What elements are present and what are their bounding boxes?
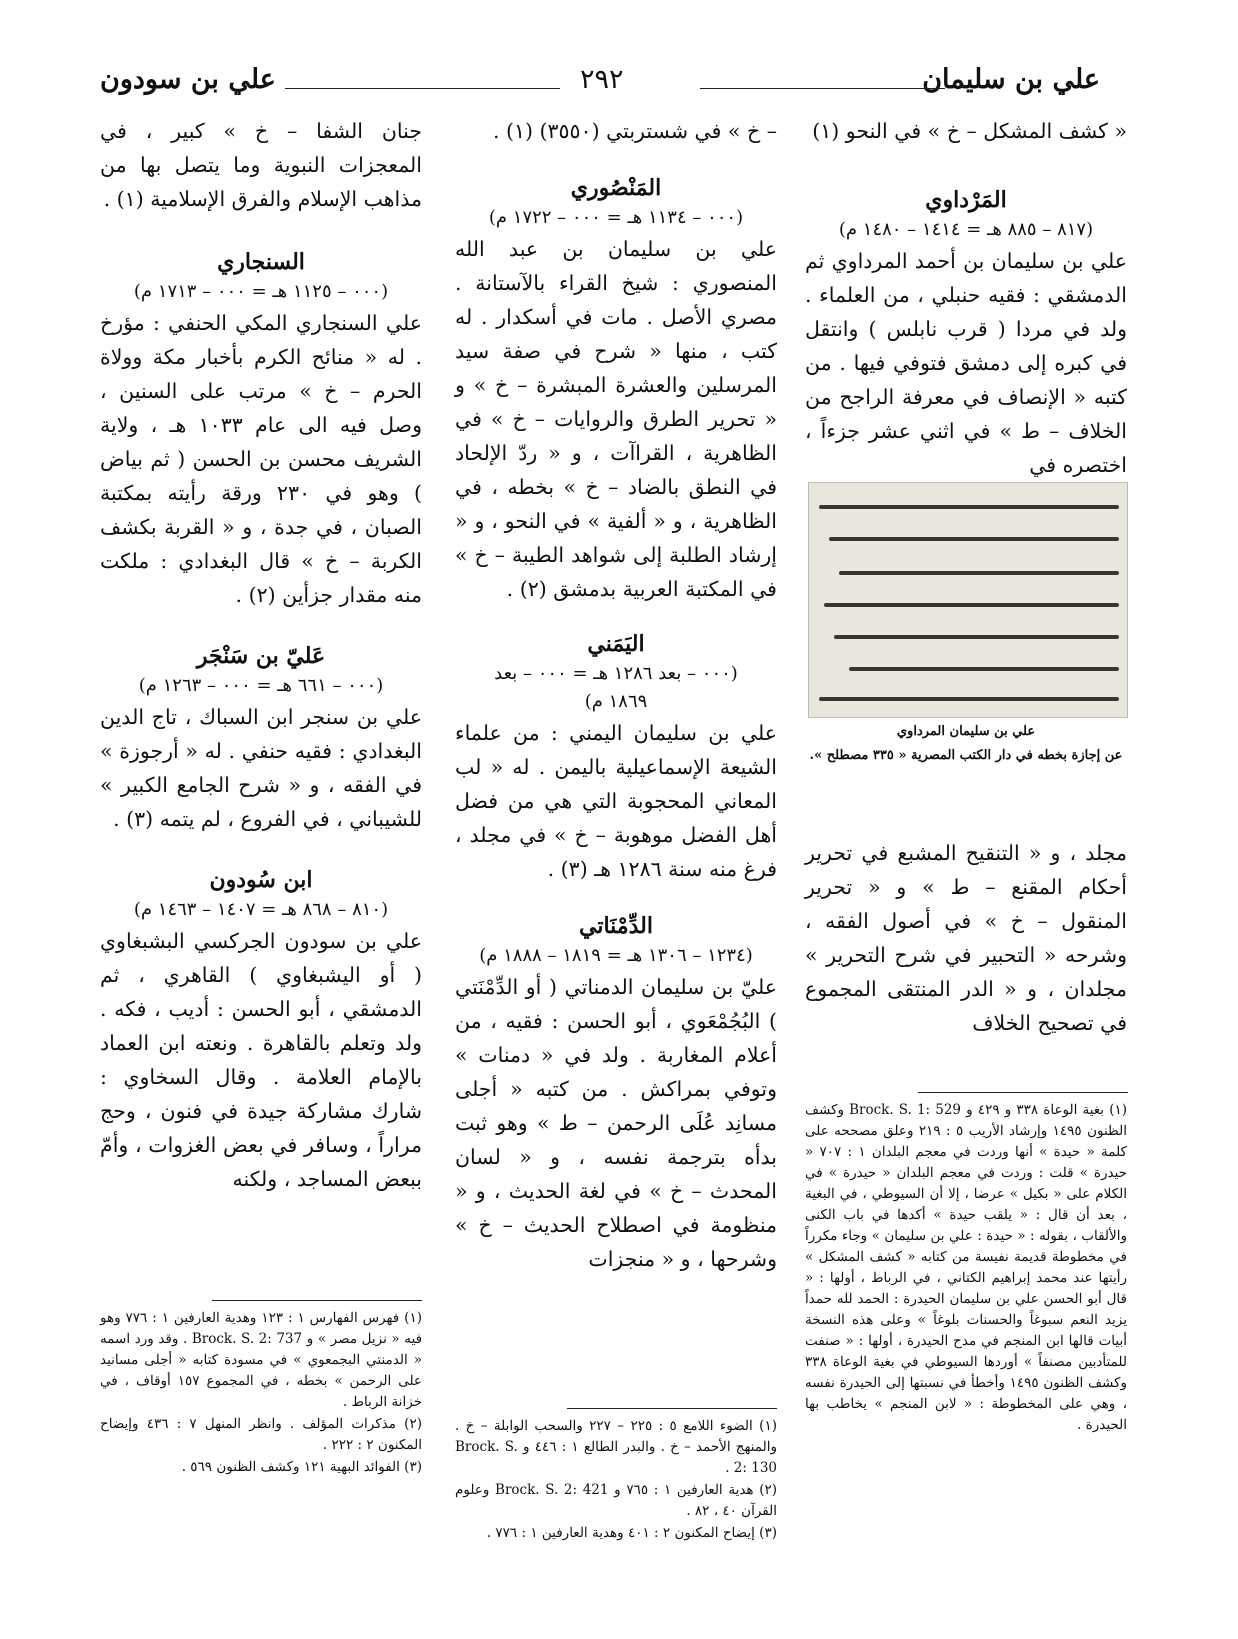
footnote-3: (٣) إيضاح المكنون ٢ : ٤٠١ وهدية العارفين ١ : ٧٧٦ . [486, 1525, 777, 1541]
footnote-1: (١) فهرس الفهارس ١ : ١٢٣ وهدية العارفين ١ : ٧٧٦ وهو فيه « نزيل مصر » و Brock. S. 2: 737 . وقد ورد اسمه « الدمنتي البجمعوي » في مسودة كتابه « أجلى مسانيد على الرحمن » بخطه ، في المجموع ١٥٧ أوقاف ، في خزانة الرباط . [100, 1310, 423, 1410]
entry-text: جنان الشفا – خ » كبير ، في المعجزات النبوية وما يتصل بها من مذاهب الإسلام والفرق الإسلامية (١) . [100, 119, 422, 211]
entry-dates: (٠٠٠ – ٦٦١ هـ = ٠٠٠ – ١٢٦٣ م) [138, 675, 384, 696]
entry-heading: المَنْصُوري [570, 175, 662, 201]
entry-heading: السنجاري [217, 249, 305, 275]
entry-text-continued: مجلد ، و « التنقيح المشبع في تحرير أحكام المقنع – ط » و « تحرير المنقول – خ » في أصول الفقه ، وشرحه « التحبير في شرح التحرير » مجلدان ، و « الدر المنتقى المجموع في تصحيح الخلاف [805, 841, 1127, 1035]
footnotes-left [100, 1308, 422, 1479]
entry-heading: الدِّمْنَاتي [579, 913, 653, 939]
image-source-caption: عن إجازة بخطه في دار الكتب المصرية « ٣٣٥ مصطلح ». [809, 748, 1123, 763]
entry-heading: ابن سُودون [209, 867, 313, 893]
header-right-title: علي بن سليمان [922, 64, 1100, 95]
entry-dates: (٨١٧ – ٨٨٥ هـ = ١٤١٤ – ١٤٨٠ م) [838, 219, 1094, 240]
footnote-1: (١) بغية الوعاة ٣٣٨ و ٤٢٩ و Brock. S. 1: 529 وكشف الظنون ١٤٩٥ وإرشاد الأريب ٥ : ٢١٩ وعلق مصححه على كلمة « حيدة » أنها وردت في معجم البلدان ١ : ٧٠٧ « حيدرة » قلت : وردت في معجم البلدان « حيدرة » في الكلام على « بكيل » عرضا ، إلا أن السيوطي ، في البغية ، بعد أن قال : « يلقب حيدة » أكدها في باب الكنى والألقاب ، بقوله : « حيدة : علي بن سليمان » وجاء مكرراً في مخطوطة قديمة نفيسة من كتابه « كشف المشكل » رأيتها عند محمد إبراهيم الكتاني ، في الرباط ، أولها : « قال أبو الحسن علي بن سليمان الحيدرة : الحمد لله حمداً يزيد النعم سبوغاً والحسنات بلوغاً » وعلى هذه النسخة أبيات قالها ابن المنجم في مدح الحيدرة ، أولها : « صنفت للمتأدبين مصنفاً » أوردها السيوطي في بغية الوعاة ٣٣٨ وكشف الظنون ١٤٩٥ وأخطأ في نسبتها إلى الحيدرة نفسه ، وهي على المخطوطة : « لابن المنجم » يخاطب بها الحيدرة . [805, 1102, 1128, 1433]
entry-heading: المَرْداوي [925, 187, 1007, 213]
entry-text: علي السنجاري المكي الحنفي : مؤرخ . له « منائح الكرم بأخبار مكة وولاة الحرم – خ » مرتب على السنين ، وصل فيه الى عام ١٠٣٣ هـ ، ولاية الشريف محسن بن الحسن ( ثم بياض ) وهو في ٢٣٠ ورقة رأيته بمكتبة الصبان ، في جدة ، و « القربة بكشف الكربة – خ » قال البغدادي : ملكت منه مقدار جزأين (٢) . [100, 311, 423, 607]
column-middle [455, 114, 777, 1276]
column-right [805, 114, 1127, 482]
entry-text: علي بن سليمان بن عبد الله المنصوري : شيخ القراء بالآستانة . مصري الأصل . مات في أسكدار . له كتب ، منها « شرح في صفة سيد المرسلين والعشرة المبشرة – خ » و « تحرير الطرق والروايات – خ » في الظاهرية ، القراآت ، و « ردّ الإلحاد في النطق بالضاد – خ » بخطه ، في الظاهرية ، و « ألفية » في النحو ، و « إرشاد الطلبة إلى شواهد الطيبة – خ » في المكتبة العربية بدمشق (٢) . [455, 237, 777, 601]
header-rule-right [700, 88, 945, 89]
entry-heading: اليَمَني [587, 631, 645, 657]
entry-dates: (٨١٠ – ٨٦٨ هـ = ١٤٠٧ – ١٤٦٣ م) [133, 899, 389, 920]
header-left-title: علي بن سودون [100, 64, 276, 95]
footnote-2: (٢) هدية العارفين ١ : ٧٦٥ و Brock. S. 2: 421 وعلوم القرآن ٤٠ ، ٨٢ . [455, 1482, 778, 1519]
footnote-3: (٣) الفوائد البهية ١٢١ وكشف الظنون ٥٦٩ . [181, 1459, 422, 1475]
footnote-rule [212, 1300, 422, 1301]
entry-text: عليّ بن سليمان الدمناتي ( أو الدِّمْنَتي ) البُجُمْعَوي ، أبو الحسن : فقيه ، من أعلام المغاربة . ولد في « دمنات » وتوفي بمراكش . من كتبه « أجلى مسانِد عُلَى الرحمن – ط » وهو ثبت بدأه بترجمة نفسه ، و « لسان المحدث – خ » في لغة الحديث ، و « منظومة في اصطلاح الحديث – خ » وشرحها ، و « منجزات [455, 975, 777, 1271]
footnotes-middle [455, 1416, 777, 1545]
header-rule-left [285, 88, 560, 89]
page-number: ٢٩٢ [580, 64, 624, 95]
entry-text: علي بن سليمان بن أحمد المرداوي ثم الدمشقي : فقيه حنبلي ، من العلماء . ولد في مردا ( قرب نابلس ) وانتقل في كبره إلى دمشق فتوفي فيها . من كتبه « الإنصاف في معرفة الراجح من الخلاف – ط » في اثني عشر جزءاً ، اختصره في [805, 249, 1127, 477]
entry-dates: (٠٠٠ – ١١٢٥ هـ = ٠٠٠ – ١٧١٣ م) [133, 281, 389, 302]
footnote-rule [918, 1092, 1128, 1093]
continuation-line: « كشف المشكل – خ » في النحو (١) [812, 119, 1127, 143]
entry-dates: (٠٠٠ – ١١٣٤ هـ = ٠٠٠ – ١٧٢٢ م) [488, 207, 744, 228]
column-right-continued [805, 836, 1127, 1040]
entry-dates: (١٢٣٤ – ١٣٠٦ هـ = ١٨١٩ – ١٨٨٨ م) [479, 945, 753, 966]
entry-dates: (٠٠٠ – بعد ١٢٨٦ هـ = ٠٠٠ – بعد [494, 663, 738, 684]
manuscript-image [808, 482, 1128, 718]
entry-heading: عَليّ بن سَنْجَر [196, 643, 326, 669]
entry-text: علي بن سودون الجركسي البشبغاوي ( أو اليشبغاوي ) القاهري ، ثم الدمشقي ، أبو الحسن : أديب ، فكه . ولد وتعلم بالقاهرة . ونعته ابن العماد بالإمام العلامة . وقال السخاوي : شارك مشاركة جيدة في فنون ، وحج مراراً ، وسافر في بعض الغزوات ، وأمّ ببعض المساجد ، ولكنه [100, 929, 422, 1191]
image-caption: علي بن سليمان المرداوي [896, 724, 1036, 739]
footnote-1: (١) الضوء اللامع ٥ : ٢٢٥ – ٢٢٧ والسحب الوابلة – خ . والمنهج الأحمد – خ . والبدر الطالع ١ : ٤٤٦ و Brock. S. 2: 130 . [455, 1418, 777, 1476]
footnote-rule [567, 1408, 777, 1409]
continuation-line: – خ » في شستربتي (٣٥٥٠) (١) . [492, 119, 777, 143]
entry-dates-cont: ١٨٦٩ م) [584, 691, 648, 712]
entry-text: علي بن سنجر ابن السباك ، تاج الدين البغدادي : فقيه حنفي . له « أرجوزة » في الفقه ، و « شرح الجامع الكبير » للشيباني ، في الفروع ، لم يتمه (٣) . [100, 705, 422, 831]
column-left [100, 114, 422, 1196]
entry-text: علي بن سليمان اليمني : من علماء الشيعة الإسماعيلية باليمن . له « لب المعاني المحجوبة التي هي من فضل أهل الفضل موهوبة – خ » في مجلد ، فرغ منه سنة ١٢٨٦ هـ (٣) . [455, 721, 777, 881]
footnote-2: (٢) مذكرات المؤلف . وانظر المنهل ٧ : ٤٣٦ وإيضاح المكنون ٢ : ٢٢٢ . [100, 1416, 422, 1453]
